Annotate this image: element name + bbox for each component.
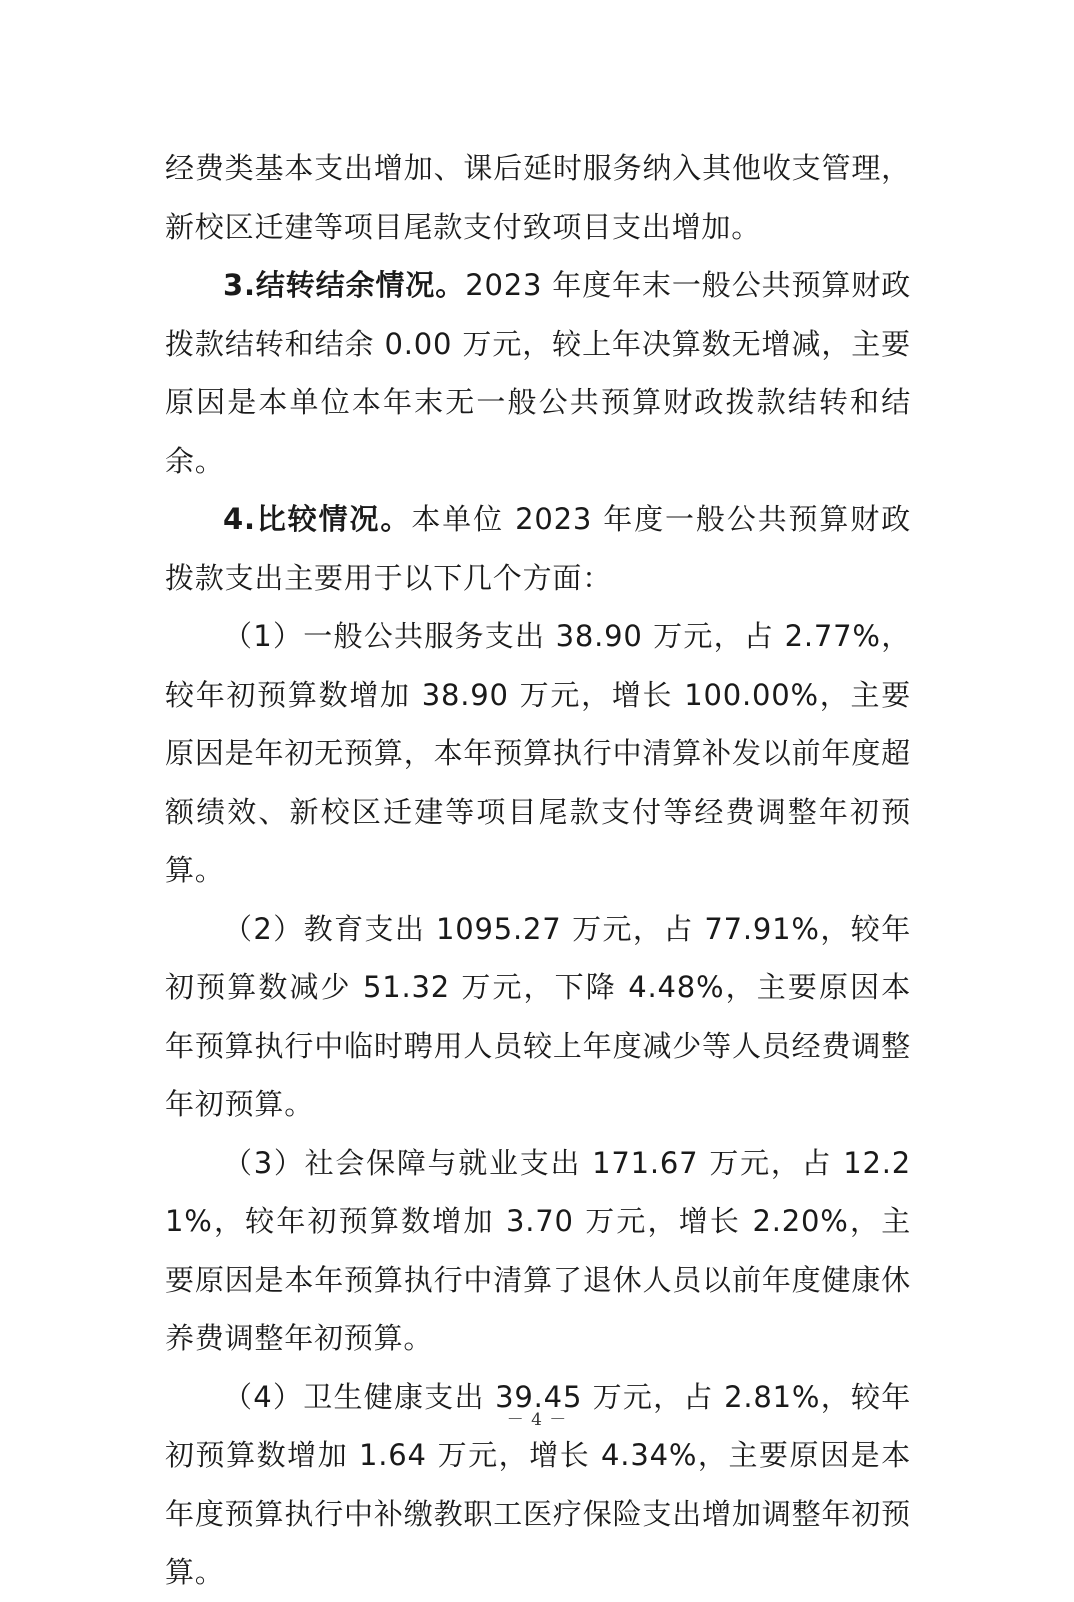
paragraph-text: （2）教育支出 1095.27 万元，占 77.91%，较年初预算数减少 51.32 万元，下降 4.48%，主要原因本年预算执行中临时聘用人员较上年度减少等人员经费调整年初预算。 xyxy=(165,911,911,1121)
paragraph-text: 本单位 2023 年度一般公共预算财政拨款支出主要用于以下几个方面： xyxy=(165,502,911,595)
paragraph-text: （1）一般公共服务支出 38.90 万元，占 2.77%，较年初预算数增加 38.90 万元，增长 100.00%，主要原因是年初无预算，本年预算执行中清算补发以前年度超额绩效、新校区迁建等项目尾款支付等经费调整年初预算。 xyxy=(165,619,911,887)
paragraph-text: 2023 年度年末一般公共预算财政拨款结转和结余 0.00 万元，较上年决算数无增减，主要原因是本单位本年末无一般公共预算财政拨款结转和结余。 xyxy=(165,268,911,478)
page-number: － 4 － xyxy=(506,1410,568,1430)
paragraph-item-4 xyxy=(165,1368,911,1602)
paragraph-continuation xyxy=(165,139,911,256)
paragraph-text: （4）卫生健康支出 39.45 万元，占 2.81%，较年初预算数增加 1.64 万元，增长 4.34%，主要原因是本年度预算执行中补缴教职工医疗保险支出增加调整年初预算。 xyxy=(165,1379,911,1589)
paragraph-text: （3）社会保障与就业支出 171.67 万元，占 12.21%，较年初预算数增加 3.70 万元，增长 2.20%，主要原因是本年预算执行中清算了退休人员以前年度健康休养费调整年初预算。 xyxy=(165,1145,911,1355)
paragraph-item-3 xyxy=(165,1134,911,1368)
paragraph-heading: 4.比较情况。 xyxy=(223,502,412,536)
paragraph-carryover-balance xyxy=(165,256,911,490)
paragraph-item-1 xyxy=(165,607,911,900)
paragraph-comparison xyxy=(165,490,911,607)
paragraph-item-2 xyxy=(165,900,911,1134)
paragraph-text: 经费类基本支出增加、课后延时服务纳入其他收支管理，新校区迁建等项目尾款支付致项目支出增加。 xyxy=(165,151,911,244)
paragraph-heading: 3.结转结余情况。 xyxy=(223,268,466,302)
document-body xyxy=(165,139,911,1602)
